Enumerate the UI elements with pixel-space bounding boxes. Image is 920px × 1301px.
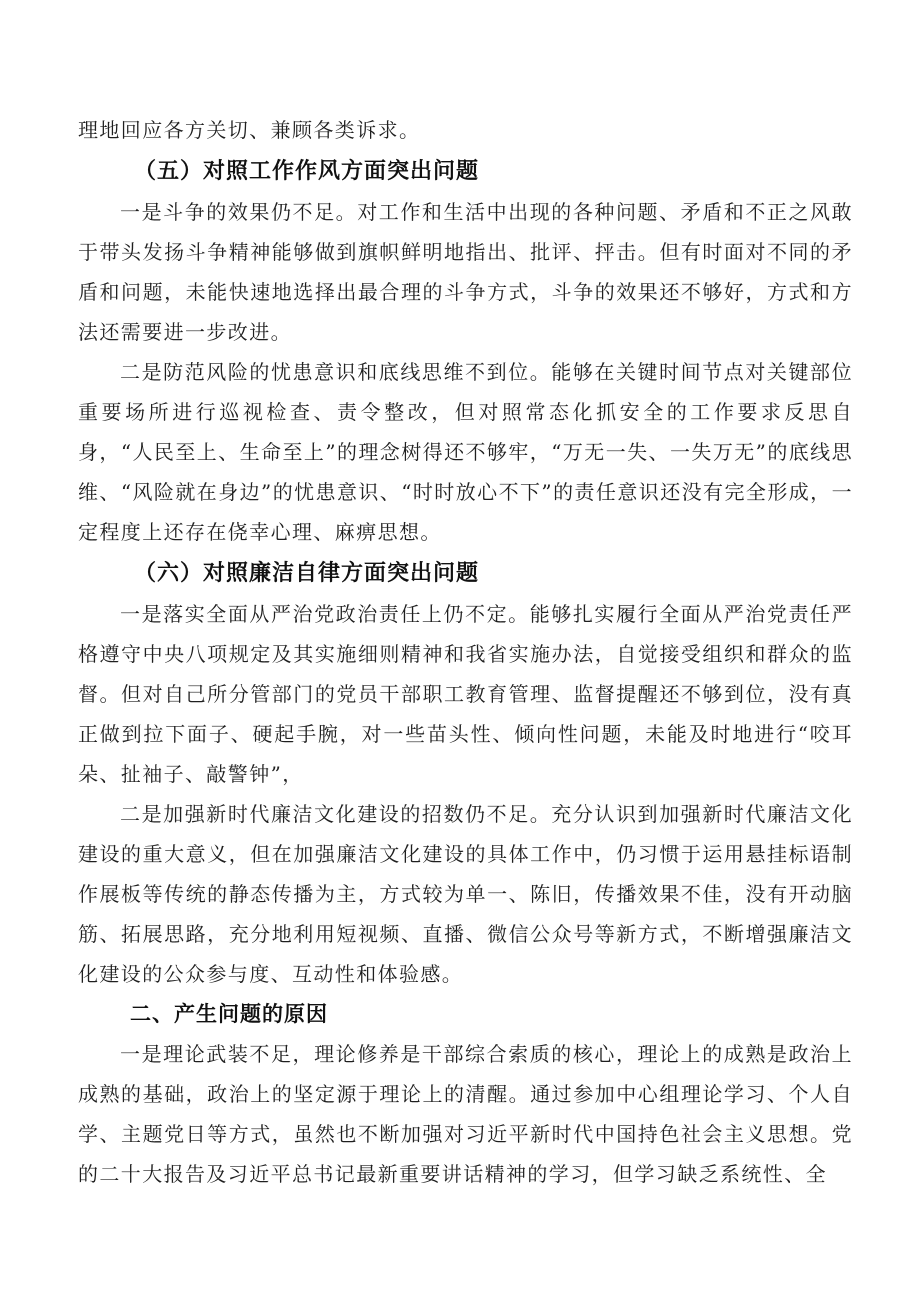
paragraph-continuation: 理地回应各方关切、兼顾各类诉求。	[78, 118, 421, 142]
paragraph-risk-prevention: 二是防范风险的忧患意识和底线思维不到位。能够在关键时间节点对关键部位重要场所进行巡视检查、责令整改，但对照常态化抓安全的工作要求反思自身，“人民至上、生命至上”的理念树得还不够牢，“万无一失、一失万无”的底线思维、“风险就在身边”的忧患意识、“时时放心不下”的责任意识还没有完全形成，一定程度上还存在侥幸心理、麻痹思想。	[78, 360, 853, 544]
paragraph-integrity-culture: 二是加强新时代廉洁文化建设的招数仍不足。充分认识到加强新时代廉洁文化建设的重大意义，但在加强廉洁文化建设的具体工作中，仍习惯于运用悬挂标语制作展板等传统的静态传播为主，方式较为单一、陈旧，传播效果不佳，没有开动脑筋、拓展思路，充分地利用短视频、直播、微信公众号等新方式，不断增强廉洁文化建设的公众参与度、互动性和体验感。	[78, 802, 853, 986]
paragraph-struggle-effect: 一是斗争的效果仍不足。对工作和生活中出现的各种问题、矛盾和不正之风敢于带头发扬斗争精神能够做到旗帜鲜明地指出、批评、抨击。但有时面对不同的矛盾和问题，未能快速地选择出最合理的斗争方式，斗争的效果还不够好，方式和方法还需要进一步改进。	[78, 200, 853, 344]
paragraph-party-discipline: 一是落实全面从严治党政治责任上仍不定。能够扎实履行全面从严治党责任严格遵守中央八项规定及其实施细则精神和我省实施办法，自觉接受组织和群众的监督。但对自己所分管部门的党员干部职工教育管理、监督提醒还不够到位，没有真正做到拉下面子、硬起手腕，对一些苗头性、倾向性问题，未能及时地进行“咬耳朵、扯袖子、敲警钟”，	[78, 602, 853, 786]
subheading-integrity: （六）对照廉洁自律方面突出问题	[134, 561, 480, 586]
section-heading-causes: 二、产生问题的原因	[130, 1002, 328, 1026]
paragraph-theory: 一是理论武装不足，理论修养是干部综合索质的核心，理论上的成熟是政治上成熟的基础，政治上的坚定源于理论上的清醒。通过参加中心组理论学习、个人自学、主题党日等方式，虽然也不断加强对习近平新时代中国持色社会主义思想。党的二十大报告及习近平总书记最新重要讲话精神的学习，但学习缺乏系统性、全	[78, 1042, 853, 1186]
document-body	[78, 110, 853, 1194]
subheading-work-style: （五）对照工作作风方面突出问题	[134, 159, 480, 184]
